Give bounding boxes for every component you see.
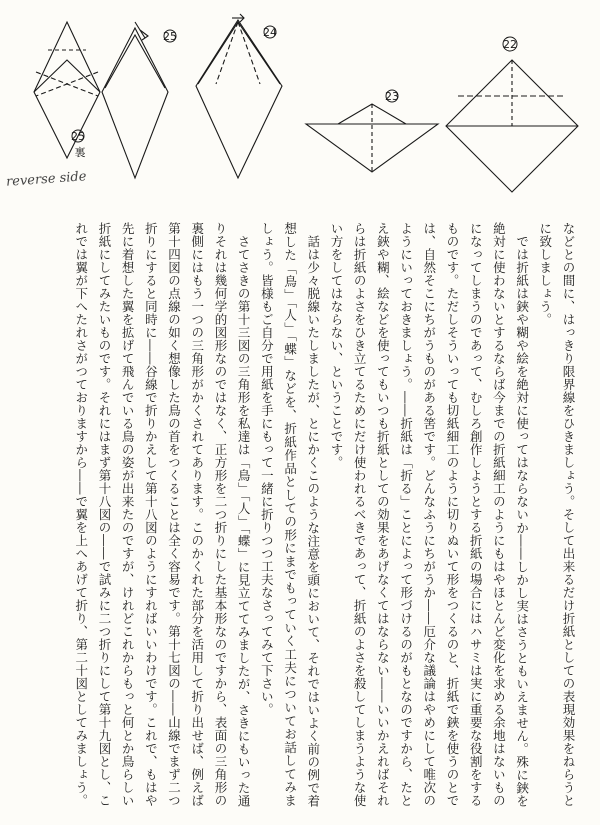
- step-label-24: 24: [263, 26, 277, 39]
- diagram-step-25: [102, 22, 168, 178]
- step-label-25: 25: [163, 30, 177, 43]
- step-label-reverse: 裏: [74, 146, 86, 159]
- paragraph: などとの間に、はっきり限界線をひきましょう。そして出来るだけ折紙としての表現効果をねらうとに致しましょう。: [537, 222, 576, 807]
- diagram-step-25-reverse: [34, 22, 100, 158]
- step-label-25-reverse: 25: [71, 130, 85, 143]
- step-label-23: 23: [385, 90, 399, 103]
- origami-diagram-strip: [0, 0, 600, 210]
- paragraph: さてさきの第十三図の三角形を私達は「鳥」「人」「蝶」に見立ててみましたが、さきにもいった通りそれは幾何学的図形なのではなく、正方形を二つ折りにした基本形なのですから、表面の三角形の裏側にはもう一つの三角形がかくされてあります。このかくれた部分を活用して折り出せば、例えば第十四図の点線の如く想像した鳥の首をつくることは全く容易です。第十七図の――山線でまず二つ折りにすると同時に――谷線で折りかえして第十八図のようにすればいいわけです。これで、もはや先に着想した翼を拡げて飛んでいる鳥の姿が出来たのですが、けれどこれからもっと何とか鳥らしい折紙にしてみたいものです。それにはまず第十八図の――で試みに二つ折りにして第十九図とし、これでは翼が下へたれさがつておりますから――で翼を上へあげて折り、第二十図としてみましょう。: [73, 222, 252, 807]
- handwritten-note: reverse side: [5, 169, 87, 190]
- paragraph: 話は少々脱線いたしましたが、とにかくこのような注意を頭において、それではいよく前の例で着想した「鳥」「人」「蝶」などを、折紙作品としての形にまでもっていく工夫についてお話してみましょう。皆様もご自分で用紙を手にもって一緒に折りつつ工夫なさってみて下さい。: [259, 222, 321, 807]
- diagram-step-23: [306, 104, 438, 172]
- step-label-22: 22: [503, 38, 517, 51]
- diagram-step-22: [446, 60, 578, 192]
- paragraph: では折紙は鋏や糊や絵を絶対に使ってはならないか――しかし実はさうともいえません。殊に鋏を絶対に使わないとするならば今までの折紙細工のようにもはやほとんど変化を求める余地はないものになってしまうのであって、むしろ創作しようとする折紙の場合にはハサミは実に重要な役割をするものです。ただしそういっても切紙細工のように切りぬいて形をつくるのと、折紙で鋏を使うのとでは、自然そこにちがうものがある筈です。どんなふうにちがうか――厄介な議論はやめにして唯次のようにいっておきましょう。――折紙は「折る」ことによって形づけるのがもとなのですから、たとえ鋏や糊、絵などを使ってもいつも折紙としての効果をあげなくてはならない――いいかえればそれらは折紙のよさをひき立てるためにだけ使われるべきであって、折紙のよさを殺してしまうような使い方をしてはならない、ということです。: [328, 222, 530, 807]
- body-text: [22, 222, 580, 807]
